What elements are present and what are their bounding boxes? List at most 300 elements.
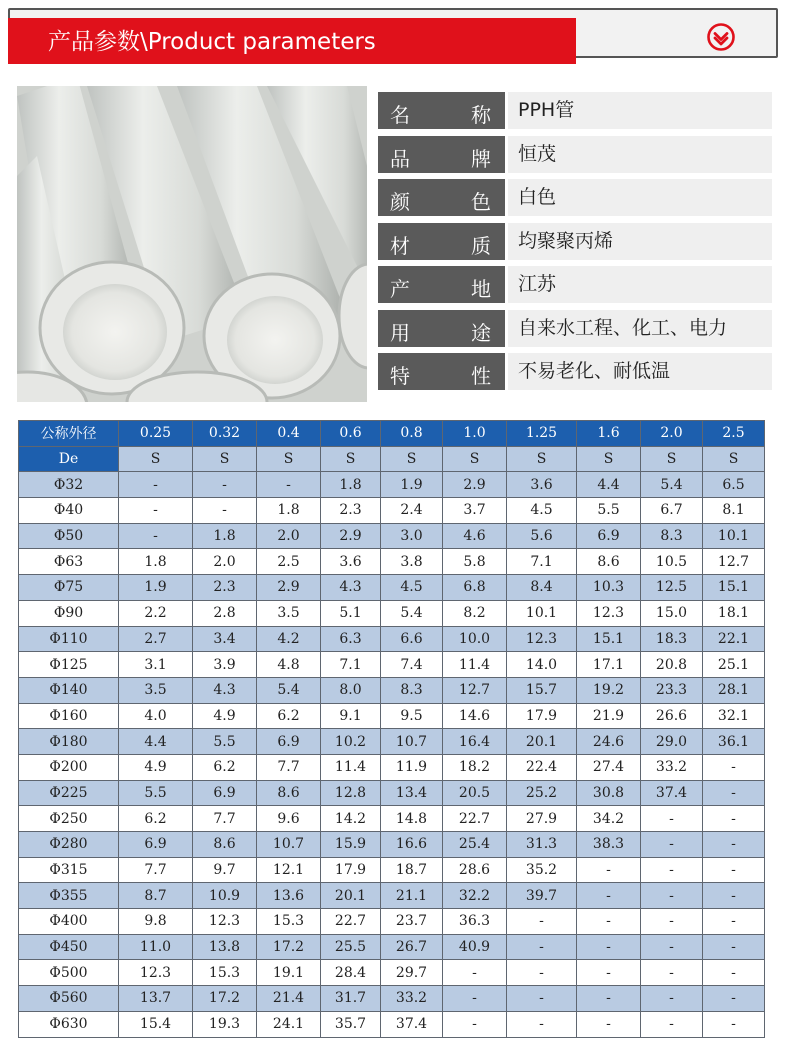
row-wall-thickness: 4.4 <box>577 472 641 498</box>
row-wall-thickness: - <box>703 960 765 986</box>
row-wall-thickness: 1.8 <box>321 472 381 498</box>
row-wall-thickness: 7.7 <box>257 754 321 780</box>
row-wall-thickness: 12.5 <box>641 575 703 601</box>
header-s: S <box>641 446 703 472</box>
row-wall-thickness: 1.9 <box>119 575 193 601</box>
row-wall-thickness: 3.5 <box>257 600 321 626</box>
row-wall-thickness: 32.1 <box>703 703 765 729</box>
header-pressure: 1.6 <box>577 421 641 447</box>
row-wall-thickness: 2.0 <box>193 549 257 575</box>
page-title: 产品参数\Product parameters <box>48 29 376 55</box>
row-wall-thickness: - <box>507 960 577 986</box>
row-wall-thickness: 21.1 <box>381 883 443 909</box>
table-row <box>19 909 765 935</box>
table-row <box>19 575 765 601</box>
row-wall-thickness: - <box>703 883 765 909</box>
row-wall-thickness: 39.7 <box>507 883 577 909</box>
row-diameter: Φ355 <box>19 883 119 909</box>
row-wall-thickness: 7.7 <box>119 857 193 883</box>
row-wall-thickness: 4.0 <box>119 703 193 729</box>
row-wall-thickness: 2.8 <box>193 600 257 626</box>
row-wall-thickness: 3.0 <box>381 523 443 549</box>
row-diameter: Φ500 <box>19 960 119 986</box>
property-name <box>378 92 772 129</box>
table-row <box>19 1011 765 1037</box>
row-wall-thickness: 12.1 <box>257 857 321 883</box>
table-row <box>19 729 765 755</box>
table-row <box>19 600 765 626</box>
row-wall-thickness: - <box>641 934 703 960</box>
row-wall-thickness: 8.3 <box>381 677 443 703</box>
row-wall-thickness: - <box>577 1011 641 1037</box>
row-wall-thickness: 4.5 <box>507 498 577 524</box>
row-wall-thickness: 24.6 <box>577 729 641 755</box>
row-wall-thickness: 4.2 <box>257 626 321 652</box>
row-wall-thickness: 13.7 <box>119 986 193 1012</box>
table-header-row <box>19 421 765 447</box>
row-wall-thickness: - <box>641 883 703 909</box>
row-wall-thickness: - <box>119 472 193 498</box>
row-wall-thickness: 27.9 <box>507 806 577 832</box>
row-wall-thickness: 18.7 <box>381 857 443 883</box>
row-wall-thickness: 33.2 <box>381 986 443 1012</box>
row-wall-thickness: 15.3 <box>257 909 321 935</box>
table-row <box>19 780 765 806</box>
row-wall-thickness: 22.7 <box>321 909 381 935</box>
row-wall-thickness: 8.3 <box>641 523 703 549</box>
property-label: 特 性 <box>378 353 505 390</box>
table-row <box>19 832 765 858</box>
row-wall-thickness: 12.7 <box>443 677 507 703</box>
spec-table-body <box>19 472 765 1037</box>
row-wall-thickness: - <box>703 754 765 780</box>
row-wall-thickness: - <box>641 909 703 935</box>
row-wall-thickness: 1.8 <box>119 549 193 575</box>
row-wall-thickness: 20.1 <box>507 729 577 755</box>
row-wall-thickness: - <box>577 909 641 935</box>
row-wall-thickness: 33.2 <box>641 754 703 780</box>
row-wall-thickness: 5.1 <box>321 600 381 626</box>
row-wall-thickness: 9.8 <box>119 909 193 935</box>
row-wall-thickness: 25.1 <box>703 652 765 678</box>
row-diameter: Φ280 <box>19 832 119 858</box>
row-wall-thickness: 20.5 <box>443 780 507 806</box>
row-wall-thickness: 3.8 <box>381 549 443 575</box>
row-wall-thickness: 25.5 <box>321 934 381 960</box>
header-pressure: 1.0 <box>443 421 507 447</box>
row-wall-thickness: 10.1 <box>507 600 577 626</box>
row-diameter: Φ110 <box>19 626 119 652</box>
row-wall-thickness: 17.9 <box>321 857 381 883</box>
row-diameter: Φ90 <box>19 600 119 626</box>
row-wall-thickness: 4.8 <box>257 652 321 678</box>
property-color <box>378 179 772 216</box>
header-s: S <box>443 446 507 472</box>
property-label: 品 牌 <box>378 136 505 173</box>
row-wall-thickness: 4.5 <box>381 575 443 601</box>
row-wall-thickness: 9.6 <box>257 806 321 832</box>
row-diameter: Φ63 <box>19 549 119 575</box>
row-wall-thickness: - <box>641 986 703 1012</box>
row-wall-thickness: 2.9 <box>321 523 381 549</box>
row-wall-thickness: - <box>577 934 641 960</box>
row-wall-thickness: 3.1 <box>119 652 193 678</box>
row-wall-thickness: 24.1 <box>257 1011 321 1037</box>
row-wall-thickness: 13.6 <box>257 883 321 909</box>
row-wall-thickness: 28.6 <box>443 857 507 883</box>
row-wall-thickness: - <box>119 498 193 524</box>
row-wall-thickness: 4.9 <box>193 703 257 729</box>
property-value: 自来水工程、化工、电力 <box>508 310 772 347</box>
row-wall-thickness: - <box>703 806 765 832</box>
row-wall-thickness: 8.4 <box>507 575 577 601</box>
row-wall-thickness: 3.9 <box>193 652 257 678</box>
row-wall-thickness: 5.4 <box>257 677 321 703</box>
table-row <box>19 523 765 549</box>
row-wall-thickness: 9.5 <box>381 703 443 729</box>
row-wall-thickness: - <box>641 832 703 858</box>
row-wall-thickness: 12.7 <box>703 549 765 575</box>
header-s: S <box>381 446 443 472</box>
pipe-photo-image <box>17 86 367 402</box>
table-row <box>19 857 765 883</box>
row-wall-thickness: 16.4 <box>443 729 507 755</box>
row-diameter: Φ50 <box>19 523 119 549</box>
property-value: 均聚聚丙烯 <box>508 223 772 260</box>
row-wall-thickness: 34.2 <box>577 806 641 832</box>
table-row <box>19 472 765 498</box>
row-wall-thickness: 22.1 <box>703 626 765 652</box>
row-wall-thickness: 1.9 <box>381 472 443 498</box>
row-wall-thickness: 15.1 <box>577 626 641 652</box>
row-diameter: Φ450 <box>19 934 119 960</box>
header-s: S <box>119 446 193 472</box>
row-wall-thickness: 7.4 <box>381 652 443 678</box>
row-wall-thickness: 10.7 <box>257 832 321 858</box>
row-wall-thickness: - <box>703 934 765 960</box>
property-label: 颜 色 <box>378 179 505 216</box>
property-label: 用 途 <box>378 310 505 347</box>
row-wall-thickness: 40.9 <box>443 934 507 960</box>
row-wall-thickness: 28.1 <box>703 677 765 703</box>
row-wall-thickness: 11.0 <box>119 934 193 960</box>
row-wall-thickness: 3.6 <box>507 472 577 498</box>
row-wall-thickness: 11.4 <box>321 754 381 780</box>
row-wall-thickness: 13.4 <box>381 780 443 806</box>
row-wall-thickness: 8.6 <box>193 832 257 858</box>
row-wall-thickness: - <box>577 986 641 1012</box>
property-usage <box>378 310 772 347</box>
row-wall-thickness: 26.6 <box>641 703 703 729</box>
row-wall-thickness: 6.6 <box>381 626 443 652</box>
header-s: S <box>257 446 321 472</box>
row-wall-thickness: 29.0 <box>641 729 703 755</box>
table-row <box>19 498 765 524</box>
row-wall-thickness: - <box>507 1011 577 1037</box>
header-s: S <box>577 446 641 472</box>
product-photo <box>17 86 367 402</box>
row-diameter: Φ560 <box>19 986 119 1012</box>
row-wall-thickness: 7.7 <box>193 806 257 832</box>
row-wall-thickness: 12.3 <box>193 909 257 935</box>
row-diameter: Φ250 <box>19 806 119 832</box>
row-wall-thickness: 12.3 <box>507 626 577 652</box>
property-value: 不易老化、耐低温 <box>508 353 772 390</box>
row-wall-thickness: 15.9 <box>321 832 381 858</box>
row-diameter: Φ125 <box>19 652 119 678</box>
row-wall-thickness: 31.3 <box>507 832 577 858</box>
row-wall-thickness: 22.7 <box>443 806 507 832</box>
property-feature <box>378 353 772 390</box>
row-wall-thickness: 5.5 <box>577 498 641 524</box>
header-de: De <box>19 446 119 472</box>
row-wall-thickness: 10.5 <box>641 549 703 575</box>
row-wall-thickness: 2.7 <box>119 626 193 652</box>
property-value: 江苏 <box>508 266 772 303</box>
row-wall-thickness: 13.8 <box>193 934 257 960</box>
table-row <box>19 652 765 678</box>
row-diameter: Φ400 <box>19 909 119 935</box>
row-wall-thickness: 14.8 <box>381 806 443 832</box>
header-pressure: 0.8 <box>381 421 443 447</box>
header-s: S <box>703 446 765 472</box>
row-wall-thickness: 2.0 <box>257 523 321 549</box>
row-wall-thickness: 4.3 <box>193 677 257 703</box>
row-diameter: Φ40 <box>19 498 119 524</box>
row-wall-thickness: 17.2 <box>257 934 321 960</box>
row-diameter: Φ75 <box>19 575 119 601</box>
row-wall-thickness: 11.9 <box>381 754 443 780</box>
row-wall-thickness: 2.3 <box>193 575 257 601</box>
row-wall-thickness: 37.4 <box>381 1011 443 1037</box>
row-wall-thickness: 2.9 <box>257 575 321 601</box>
row-wall-thickness: - <box>703 780 765 806</box>
row-wall-thickness: 19.2 <box>577 677 641 703</box>
row-wall-thickness: 4.4 <box>119 729 193 755</box>
row-wall-thickness: 17.9 <box>507 703 577 729</box>
row-wall-thickness: 1.8 <box>257 498 321 524</box>
row-wall-thickness: 5.4 <box>381 600 443 626</box>
property-brand <box>378 136 772 173</box>
row-wall-thickness: 26.7 <box>381 934 443 960</box>
row-wall-thickness: 35.2 <box>507 857 577 883</box>
row-wall-thickness: 21.4 <box>257 986 321 1012</box>
row-wall-thickness: 7.1 <box>321 652 381 678</box>
header-pressure: 2.5 <box>703 421 765 447</box>
header-s: S <box>193 446 257 472</box>
row-wall-thickness: 14.0 <box>507 652 577 678</box>
row-wall-thickness: - <box>641 1011 703 1037</box>
row-wall-thickness: - <box>507 934 577 960</box>
row-wall-thickness: 23.3 <box>641 677 703 703</box>
row-wall-thickness: 6.7 <box>641 498 703 524</box>
row-wall-thickness: - <box>443 960 507 986</box>
row-wall-thickness: 32.2 <box>443 883 507 909</box>
row-wall-thickness: 18.2 <box>443 754 507 780</box>
header-pressure: 0.6 <box>321 421 381 447</box>
header-s: S <box>507 446 577 472</box>
property-value: 白色 <box>508 179 772 216</box>
row-wall-thickness: 15.4 <box>119 1011 193 1037</box>
table-row <box>19 883 765 909</box>
row-wall-thickness: 25.4 <box>443 832 507 858</box>
row-wall-thickness: 8.1 <box>703 498 765 524</box>
row-wall-thickness: 29.7 <box>381 960 443 986</box>
row-wall-thickness: 5.5 <box>193 729 257 755</box>
property-label: 产 地 <box>378 266 505 303</box>
row-wall-thickness: 28.4 <box>321 960 381 986</box>
row-wall-thickness: 8.0 <box>321 677 381 703</box>
row-wall-thickness: 3.4 <box>193 626 257 652</box>
row-wall-thickness: 6.3 <box>321 626 381 652</box>
header-nominal-diameter: 公称外径 <box>19 421 119 447</box>
row-wall-thickness: 8.6 <box>577 549 641 575</box>
property-label: 材 质 <box>378 223 505 260</box>
row-wall-thickness: - <box>577 960 641 986</box>
row-wall-thickness: - <box>257 472 321 498</box>
row-wall-thickness: 2.2 <box>119 600 193 626</box>
row-wall-thickness: 11.4 <box>443 652 507 678</box>
header-s: S <box>321 446 381 472</box>
spec-table <box>18 420 765 1038</box>
row-wall-thickness: - <box>703 832 765 858</box>
row-wall-thickness: 5.4 <box>641 472 703 498</box>
row-wall-thickness: 15.7 <box>507 677 577 703</box>
row-wall-thickness: 2.5 <box>257 549 321 575</box>
row-wall-thickness: 20.8 <box>641 652 703 678</box>
table-row <box>19 934 765 960</box>
table-row <box>19 806 765 832</box>
row-wall-thickness: 16.6 <box>381 832 443 858</box>
row-wall-thickness: 19.3 <box>193 1011 257 1037</box>
row-wall-thickness: 38.3 <box>577 832 641 858</box>
row-wall-thickness: 10.2 <box>321 729 381 755</box>
row-wall-thickness: 10.7 <box>381 729 443 755</box>
row-wall-thickness: 12.8 <box>321 780 381 806</box>
row-wall-thickness: 17.2 <box>193 986 257 1012</box>
row-wall-thickness: - <box>119 523 193 549</box>
row-wall-thickness: 25.2 <box>507 780 577 806</box>
row-wall-thickness: 1.8 <box>193 523 257 549</box>
row-diameter: Φ140 <box>19 677 119 703</box>
row-wall-thickness: 30.8 <box>577 780 641 806</box>
row-wall-thickness: 14.2 <box>321 806 381 832</box>
row-wall-thickness: 5.8 <box>443 549 507 575</box>
chevron-down-circle-icon[interactable] <box>706 22 736 52</box>
row-wall-thickness: - <box>193 498 257 524</box>
row-wall-thickness: - <box>577 857 641 883</box>
row-wall-thickness: 10.1 <box>703 523 765 549</box>
row-wall-thickness: 15.3 <box>193 960 257 986</box>
property-label: 名 称 <box>378 92 505 129</box>
header-pressure: 2.0 <box>641 421 703 447</box>
row-wall-thickness: 3.7 <box>443 498 507 524</box>
row-wall-thickness: - <box>703 986 765 1012</box>
row-wall-thickness: 23.7 <box>381 909 443 935</box>
row-wall-thickness: 18.3 <box>641 626 703 652</box>
row-wall-thickness: - <box>577 883 641 909</box>
row-wall-thickness: 10.3 <box>577 575 641 601</box>
row-diameter: Φ225 <box>19 780 119 806</box>
row-wall-thickness: 8.7 <box>119 883 193 909</box>
row-wall-thickness: 12.3 <box>577 600 641 626</box>
row-wall-thickness: 15.0 <box>641 600 703 626</box>
row-wall-thickness: 6.2 <box>257 703 321 729</box>
header-pressure: 1.25 <box>507 421 577 447</box>
row-wall-thickness: 8.2 <box>443 600 507 626</box>
row-wall-thickness: 15.1 <box>703 575 765 601</box>
table-row <box>19 754 765 780</box>
row-wall-thickness: 36.3 <box>443 909 507 935</box>
table-subheader-row <box>19 446 765 472</box>
row-wall-thickness: - <box>443 986 507 1012</box>
row-wall-thickness: - <box>641 857 703 883</box>
row-wall-thickness: 7.1 <box>507 549 577 575</box>
table-row <box>19 549 765 575</box>
row-wall-thickness: - <box>703 1011 765 1037</box>
table-row <box>19 960 765 986</box>
table-row <box>19 703 765 729</box>
row-wall-thickness: - <box>193 472 257 498</box>
row-wall-thickness: 20.1 <box>321 883 381 909</box>
row-wall-thickness: 17.1 <box>577 652 641 678</box>
row-wall-thickness: 4.6 <box>443 523 507 549</box>
row-wall-thickness: 36.1 <box>703 729 765 755</box>
row-diameter: Φ32 <box>19 472 119 498</box>
row-wall-thickness: - <box>443 1011 507 1037</box>
row-diameter: Φ180 <box>19 729 119 755</box>
row-wall-thickness: 2.9 <box>443 472 507 498</box>
row-wall-thickness: 21.9 <box>577 703 641 729</box>
row-wall-thickness: 22.4 <box>507 754 577 780</box>
row-wall-thickness: 5.6 <box>507 523 577 549</box>
row-wall-thickness: 12.3 <box>119 960 193 986</box>
header-pressure: 0.4 <box>257 421 321 447</box>
row-wall-thickness: - <box>507 986 577 1012</box>
header-pressure: 0.32 <box>193 421 257 447</box>
row-wall-thickness: 3.5 <box>119 677 193 703</box>
row-wall-thickness: 10.9 <box>193 883 257 909</box>
row-wall-thickness: 9.7 <box>193 857 257 883</box>
row-wall-thickness: 6.9 <box>119 832 193 858</box>
row-wall-thickness: 2.3 <box>321 498 381 524</box>
property-value: 恒茂 <box>508 136 772 173</box>
row-diameter: Φ630 <box>19 1011 119 1037</box>
row-wall-thickness: 6.9 <box>193 780 257 806</box>
row-wall-thickness: 27.4 <box>577 754 641 780</box>
row-wall-thickness: 35.7 <box>321 1011 381 1037</box>
row-wall-thickness: 6.5 <box>703 472 765 498</box>
row-wall-thickness: 18.1 <box>703 600 765 626</box>
row-diameter: Φ160 <box>19 703 119 729</box>
row-wall-thickness: 8.6 <box>257 780 321 806</box>
row-wall-thickness: 6.9 <box>257 729 321 755</box>
row-wall-thickness: 5.5 <box>119 780 193 806</box>
row-wall-thickness: - <box>641 960 703 986</box>
row-wall-thickness: 3.6 <box>321 549 381 575</box>
row-wall-thickness: 6.8 <box>443 575 507 601</box>
row-wall-thickness: 6.2 <box>119 806 193 832</box>
property-origin <box>378 266 772 303</box>
table-row <box>19 626 765 652</box>
row-wall-thickness: 6.9 <box>577 523 641 549</box>
row-wall-thickness: - <box>641 806 703 832</box>
table-row <box>19 986 765 1012</box>
row-wall-thickness: 4.3 <box>321 575 381 601</box>
row-wall-thickness: 10.0 <box>443 626 507 652</box>
row-wall-thickness: 9.1 <box>321 703 381 729</box>
row-wall-thickness: 19.1 <box>257 960 321 986</box>
